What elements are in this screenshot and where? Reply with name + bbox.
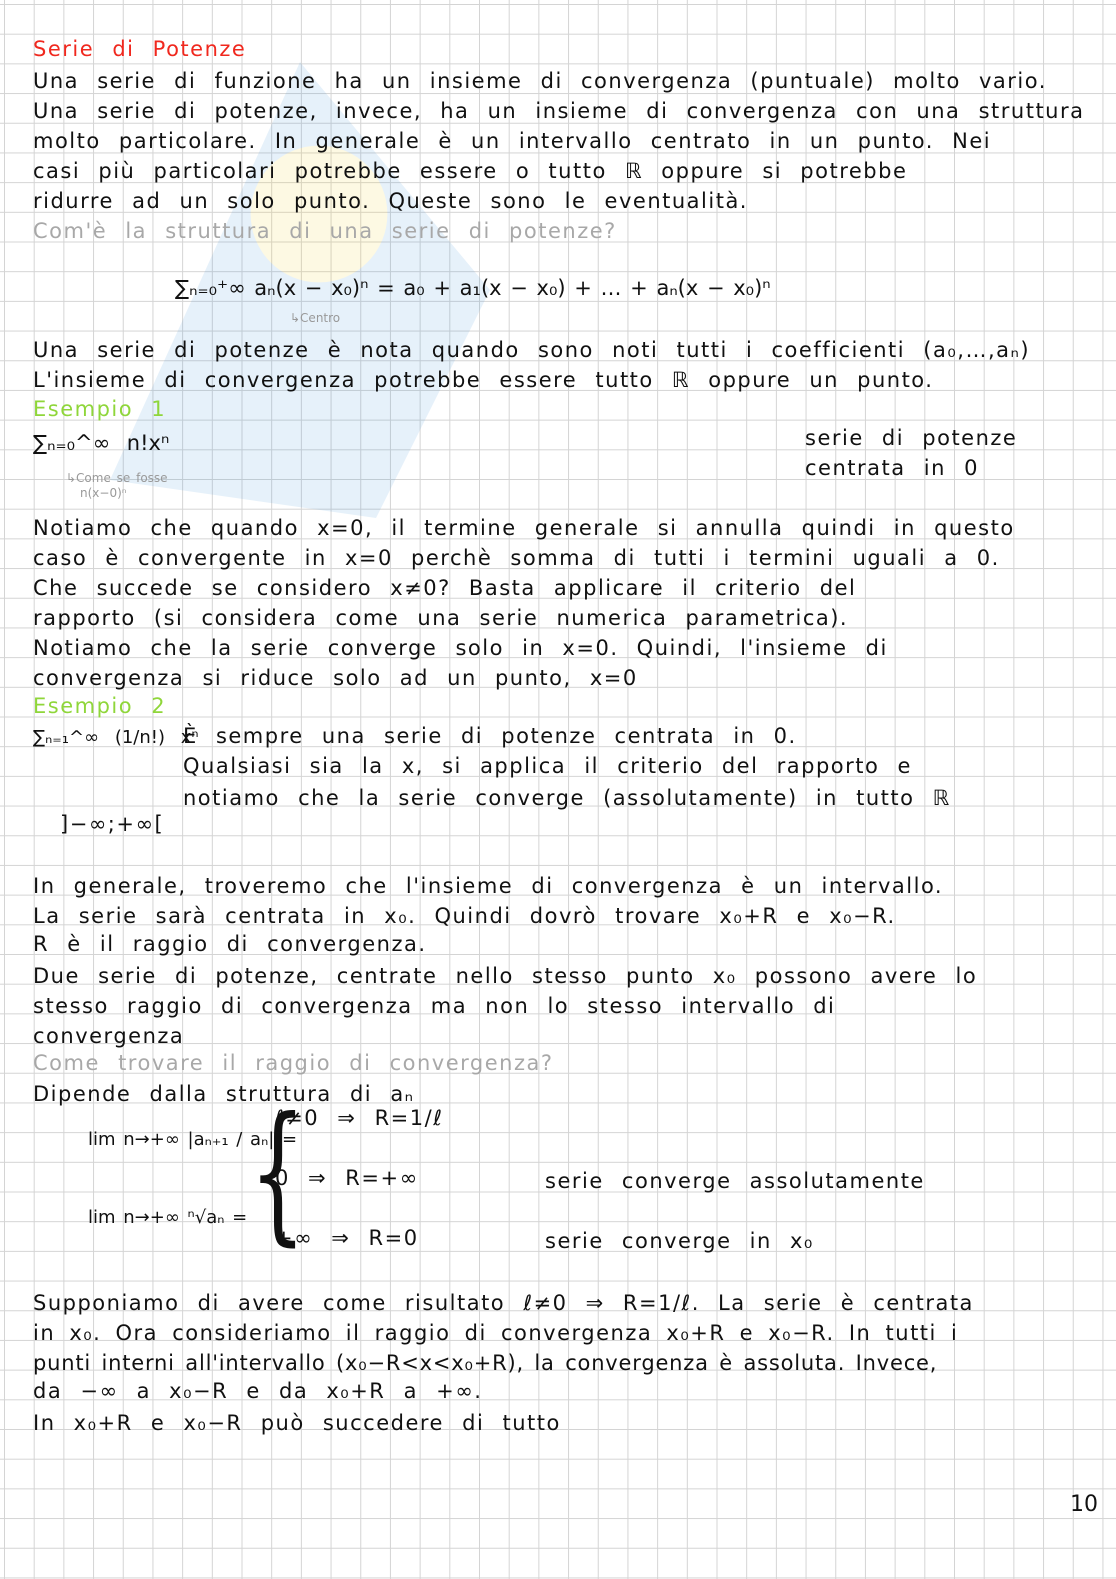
text-line: Che succede se considero x≠0? Basta applicare il criterio del (33, 576, 857, 600)
page-number: 10 (1070, 1492, 1098, 1517)
case-condition: ℓ≠0 ⇒ R=1/ℓ (275, 1106, 444, 1130)
text-line: È sempre una serie di potenze centrata in 0. (183, 724, 797, 748)
example-label: Esempio 1 (33, 397, 167, 421)
formula-note: ↳Centro (290, 311, 341, 325)
text-line: Una serie di funzione ha un insieme di convergenza (puntuale) molto vario. (33, 69, 1047, 93)
case-note: serie converge assolutamente (545, 1169, 925, 1193)
text-line: notiamo che la serie converge (assolutamente) in tutto ℝ (183, 786, 951, 810)
section-question: Come trovare il raggio di convergenza? (33, 1051, 554, 1075)
text-line: L'insieme di convergenza potrebbe essere tutto ℝ oppure un punto. (33, 368, 934, 392)
side-note: centrata in 0 (805, 456, 979, 480)
case-condition: 0 ⇒ R=+∞ (275, 1166, 419, 1190)
text-line: in x₀. Ora consideriamo il raggio di convergenza x₀+R e x₀−R. In tutti i (33, 1321, 959, 1345)
text-line: Notiamo che la serie converge solo in x=0. Quindi, l'insieme di (33, 636, 888, 660)
limit-ratio: lim n→+∞ |aₙ₊₁ / aₙ| = (88, 1129, 298, 1150)
text-line: da −∞ a x₀−R e da x₀+R a +∞. (33, 1379, 483, 1403)
case-note: serie converge in x₀ (545, 1229, 814, 1253)
example-label: Esempio 2 (33, 694, 167, 718)
text-line: Notiamo che quando x=0, il termine generale si annulla quindi in questo (33, 516, 1015, 540)
formula-note: ↳Come se fosse (66, 471, 168, 485)
formula-note: n(x−0)ⁿ (80, 486, 127, 500)
page-title: Serie di Potenze (33, 37, 247, 61)
text-line: casi più particolari potrebbe essere o tutto ℝ oppure si potrebbe (33, 159, 908, 183)
formula-power-series: ∑ₙ₌₀⁺∞ aₙ(x − x₀)ⁿ = a₀ + a₁(x − x₀) + … + aₙ(x − x₀)ⁿ (175, 276, 771, 300)
text-line: stesso raggio di convergenza ma non lo stesso intervallo di (33, 994, 836, 1018)
text-line: Due serie di potenze, centrate nello stesso punto x₀ possono avere lo (33, 964, 978, 988)
text-line: punti interni all'intervallo (x₀−R<x<x₀+R), la convergenza è assoluta. Invece, (33, 1351, 938, 1375)
text-line: convergenza si riduce solo ad un punto, x=0 (33, 666, 638, 690)
text-line: Supponiamo di avere come risultato ℓ≠0 ⇒ R=1/ℓ. La serie è centrata (33, 1291, 974, 1315)
text-line: Dipende dalla struttura di aₙ (33, 1082, 415, 1106)
text-line: Una serie di potenze è nota quando sono noti tutti i coefficienti (a₀,…,aₙ) (33, 338, 1031, 362)
example-formula: ∑ₙ₌₁^∞ (1/n!) xⁿ (33, 727, 199, 748)
text-line: caso è convergente in x=0 perchè somma di tutti i termini uguali a 0. (33, 546, 1000, 570)
text-line: molto particolare. In generale è un intervallo centrato in un punto. Nei (33, 129, 992, 153)
text-line: La serie sarà centrata in x₀. Quindi dovrò trovare x₀+R e x₀−R. (33, 904, 896, 928)
case-condition: +∞ ⇒ R=0 (275, 1226, 419, 1250)
text-line: In x₀+R e x₀−R può succedere di tutto (33, 1411, 561, 1435)
limit-root: lim n→+∞ ⁿ√aₙ = (88, 1207, 248, 1228)
text-line: R è il raggio di convergenza. (33, 932, 427, 956)
interval: ]−∞;+∞[ (60, 812, 165, 836)
text-line: rapporto (si considera come una serie numerica parametrica). (33, 606, 849, 630)
text-line: Una serie di potenze, invece, ha un insieme di convergenza con una struttura (33, 99, 1085, 123)
text-line: ridurre ad un solo punto. Queste sono le eventualità. (33, 189, 748, 213)
section-question: Com'è la struttura di una serie di potenze? (33, 219, 617, 243)
text-line: Qualsiasi sia la x, si applica il criterio del rapporto e (183, 754, 912, 778)
text-line: convergenza (33, 1024, 185, 1048)
side-note: serie di potenze (805, 426, 1018, 450)
brace: { (249, 1086, 307, 1260)
text-line: In generale, troveremo che l'insieme di convergenza è un intervallo. (33, 874, 944, 898)
example-formula: ∑ₙ₌₀^∞ n!xⁿ (33, 431, 170, 455)
